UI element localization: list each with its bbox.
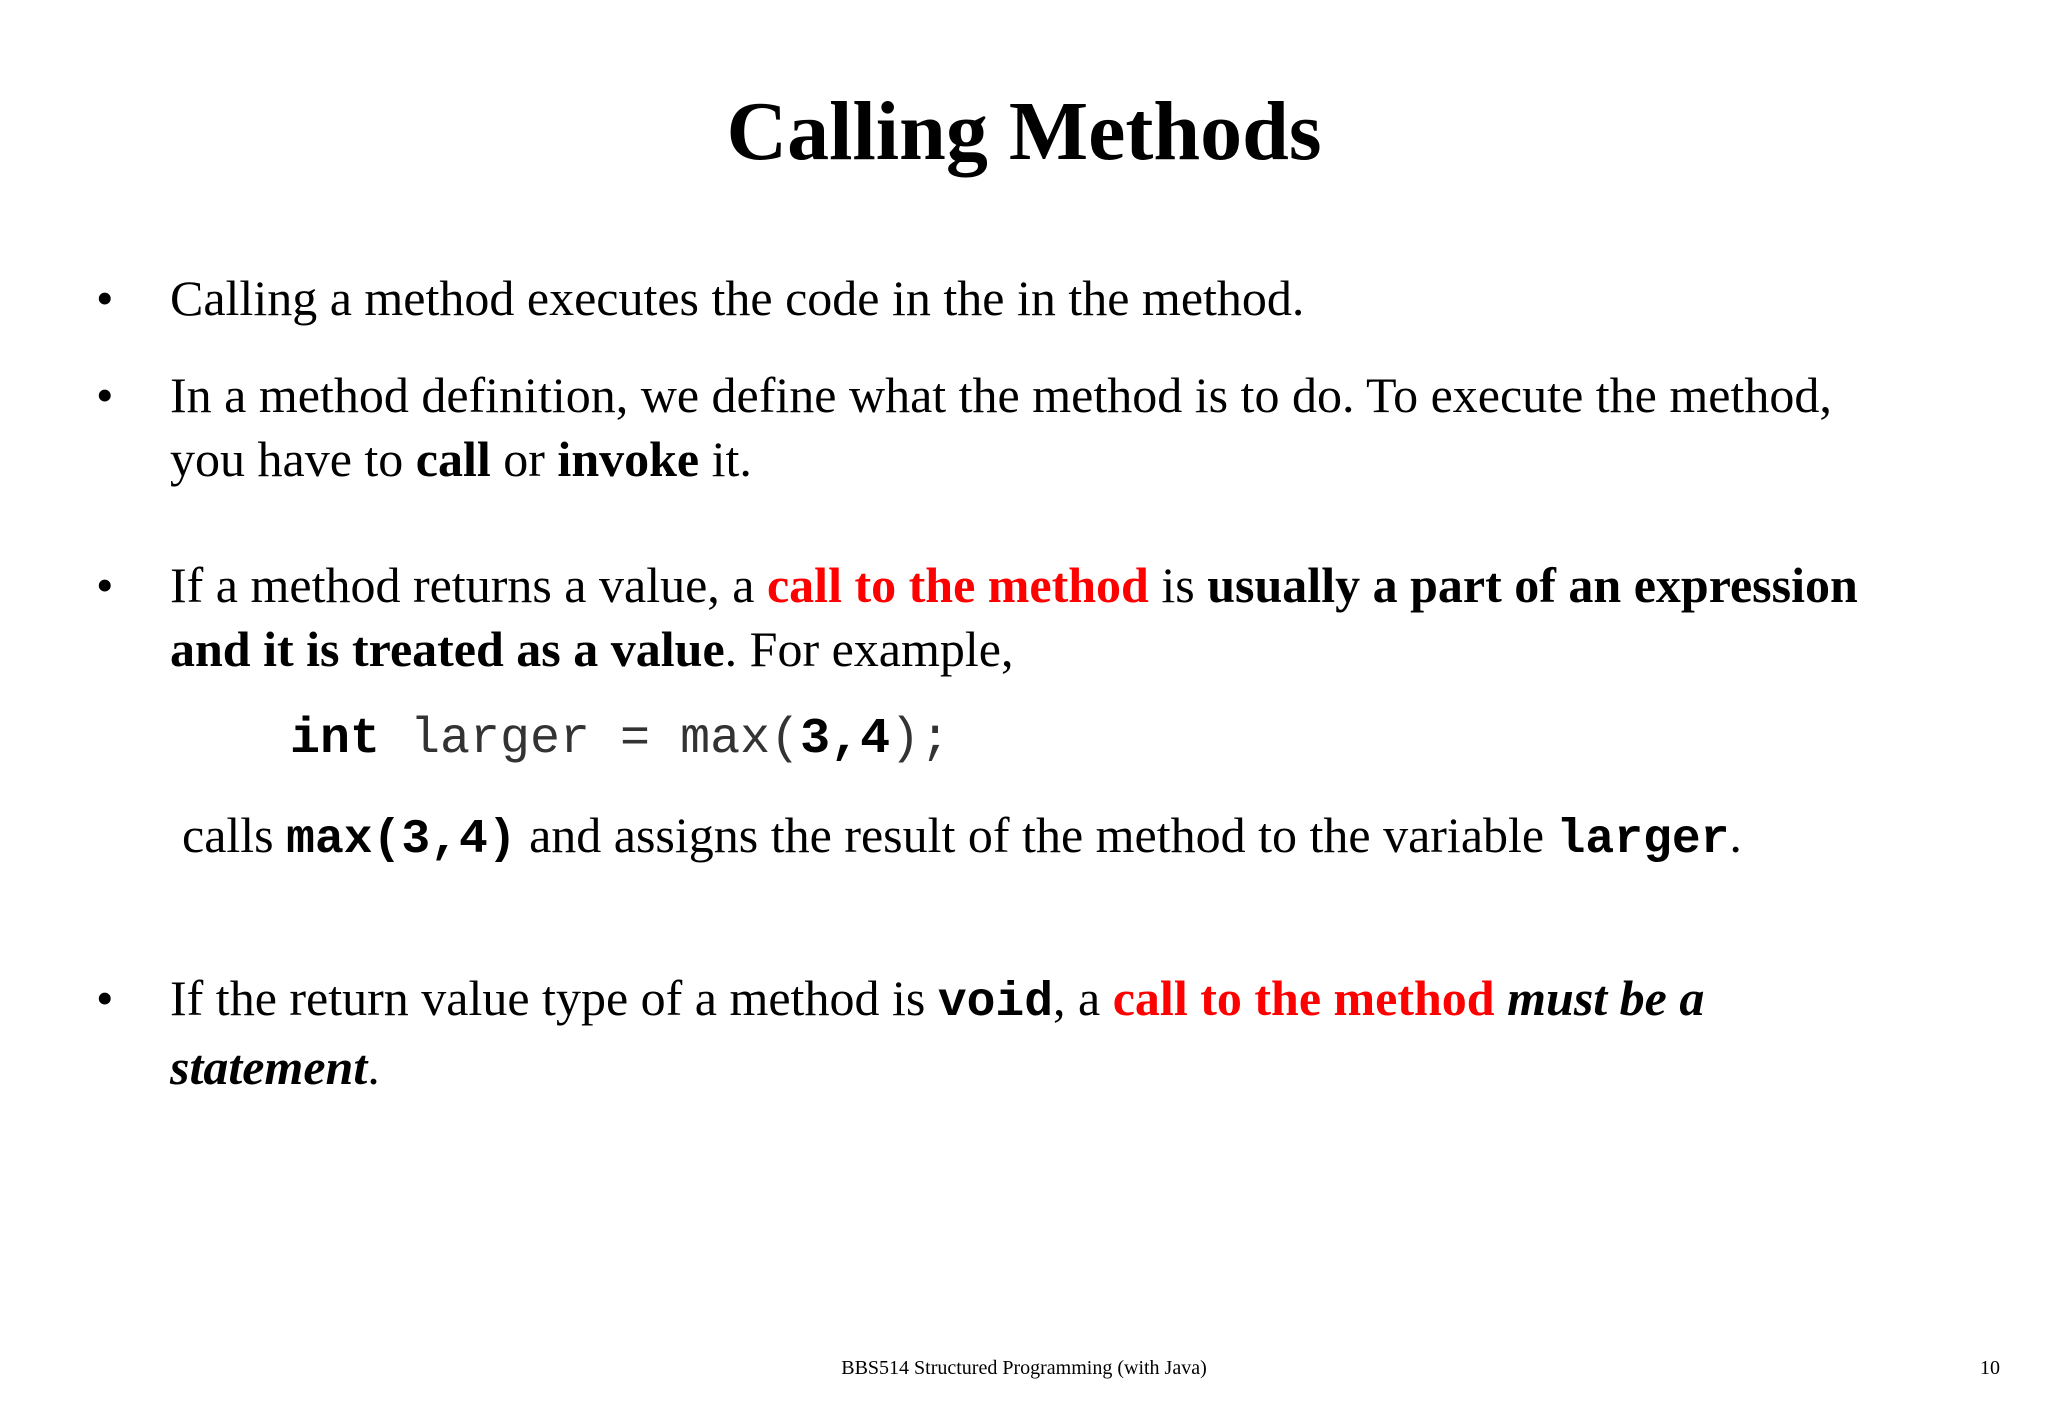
calls-explanation bbox=[182, 803, 1742, 872]
calls-mid: and assigns the result of the method to the variable bbox=[516, 807, 1557, 863]
bullet-2-line-1: In a method definition, we define what the method is to do. To execute the method, bbox=[170, 367, 1832, 423]
bullet-3-line-1 bbox=[170, 553, 1970, 617]
bullet-3-is: is bbox=[1148, 557, 1208, 613]
bullet-4-bold-italic-2: statement bbox=[170, 1039, 368, 1095]
bullet-marker: • bbox=[96, 970, 114, 1026]
bullet-2-text bbox=[170, 363, 1970, 491]
calls-code: max(3,4) bbox=[286, 813, 517, 867]
bullet-4-line-1 bbox=[170, 966, 1970, 1035]
bullet-marker: • bbox=[96, 367, 114, 423]
bullet-4-bold-italic-1: must be a bbox=[1494, 970, 1705, 1026]
highlight-call-to-method-2: call to the method bbox=[1112, 970, 1495, 1026]
bullet-3-post: . For example, bbox=[724, 621, 1014, 677]
bullet-4-post: . bbox=[367, 1039, 380, 1095]
keyword-void: void bbox=[937, 976, 1054, 1030]
page-number: 10 bbox=[1980, 1357, 2000, 1379]
bullet-marker: • bbox=[96, 270, 114, 326]
calls-post: . bbox=[1729, 807, 1742, 863]
code-mid: larger = max( bbox=[380, 711, 801, 768]
code-keyword-int: int bbox=[290, 711, 381, 768]
keyword-call: call bbox=[415, 431, 491, 487]
code-args: 3,4 bbox=[800, 711, 891, 768]
bullet-2-pre: you have to bbox=[170, 431, 416, 487]
code-example bbox=[290, 708, 950, 772]
bullet-2-or: or bbox=[490, 431, 558, 487]
bullet-3-bold-1: usually a part of an expression bbox=[1207, 557, 1858, 613]
bullet-3-line-2 bbox=[170, 617, 1970, 681]
code-end: ); bbox=[890, 711, 951, 768]
slide-title: Calling Methods bbox=[726, 85, 1322, 178]
bullet-4-comma: , a bbox=[1053, 970, 1113, 1026]
bullet-3-pre: If a method returns a value, a bbox=[170, 557, 767, 613]
calls-pre: calls bbox=[182, 807, 287, 863]
variable-larger: larger bbox=[1556, 813, 1730, 867]
bullet-1-text: Calling a method executes the code in the in the method. bbox=[170, 270, 1305, 326]
highlight-call-to-method: call to the method bbox=[766, 557, 1149, 613]
bullet-3-text bbox=[170, 553, 1970, 681]
footer-course: BBS514 Structured Programming (with Java) bbox=[841, 1357, 1207, 1379]
bullet-4-pre: If the return value type of a method is bbox=[170, 970, 938, 1026]
bullet-4-line-2 bbox=[170, 1035, 1970, 1099]
bullet-3-bold-2: and it is treated as a value bbox=[170, 621, 725, 677]
bullet-4-text bbox=[170, 966, 1970, 1099]
keyword-invoke: invoke bbox=[557, 431, 700, 487]
bullet-2-line-2 bbox=[170, 427, 1970, 491]
bullet-marker: • bbox=[96, 557, 114, 613]
bullet-2-post: it. bbox=[699, 431, 752, 487]
